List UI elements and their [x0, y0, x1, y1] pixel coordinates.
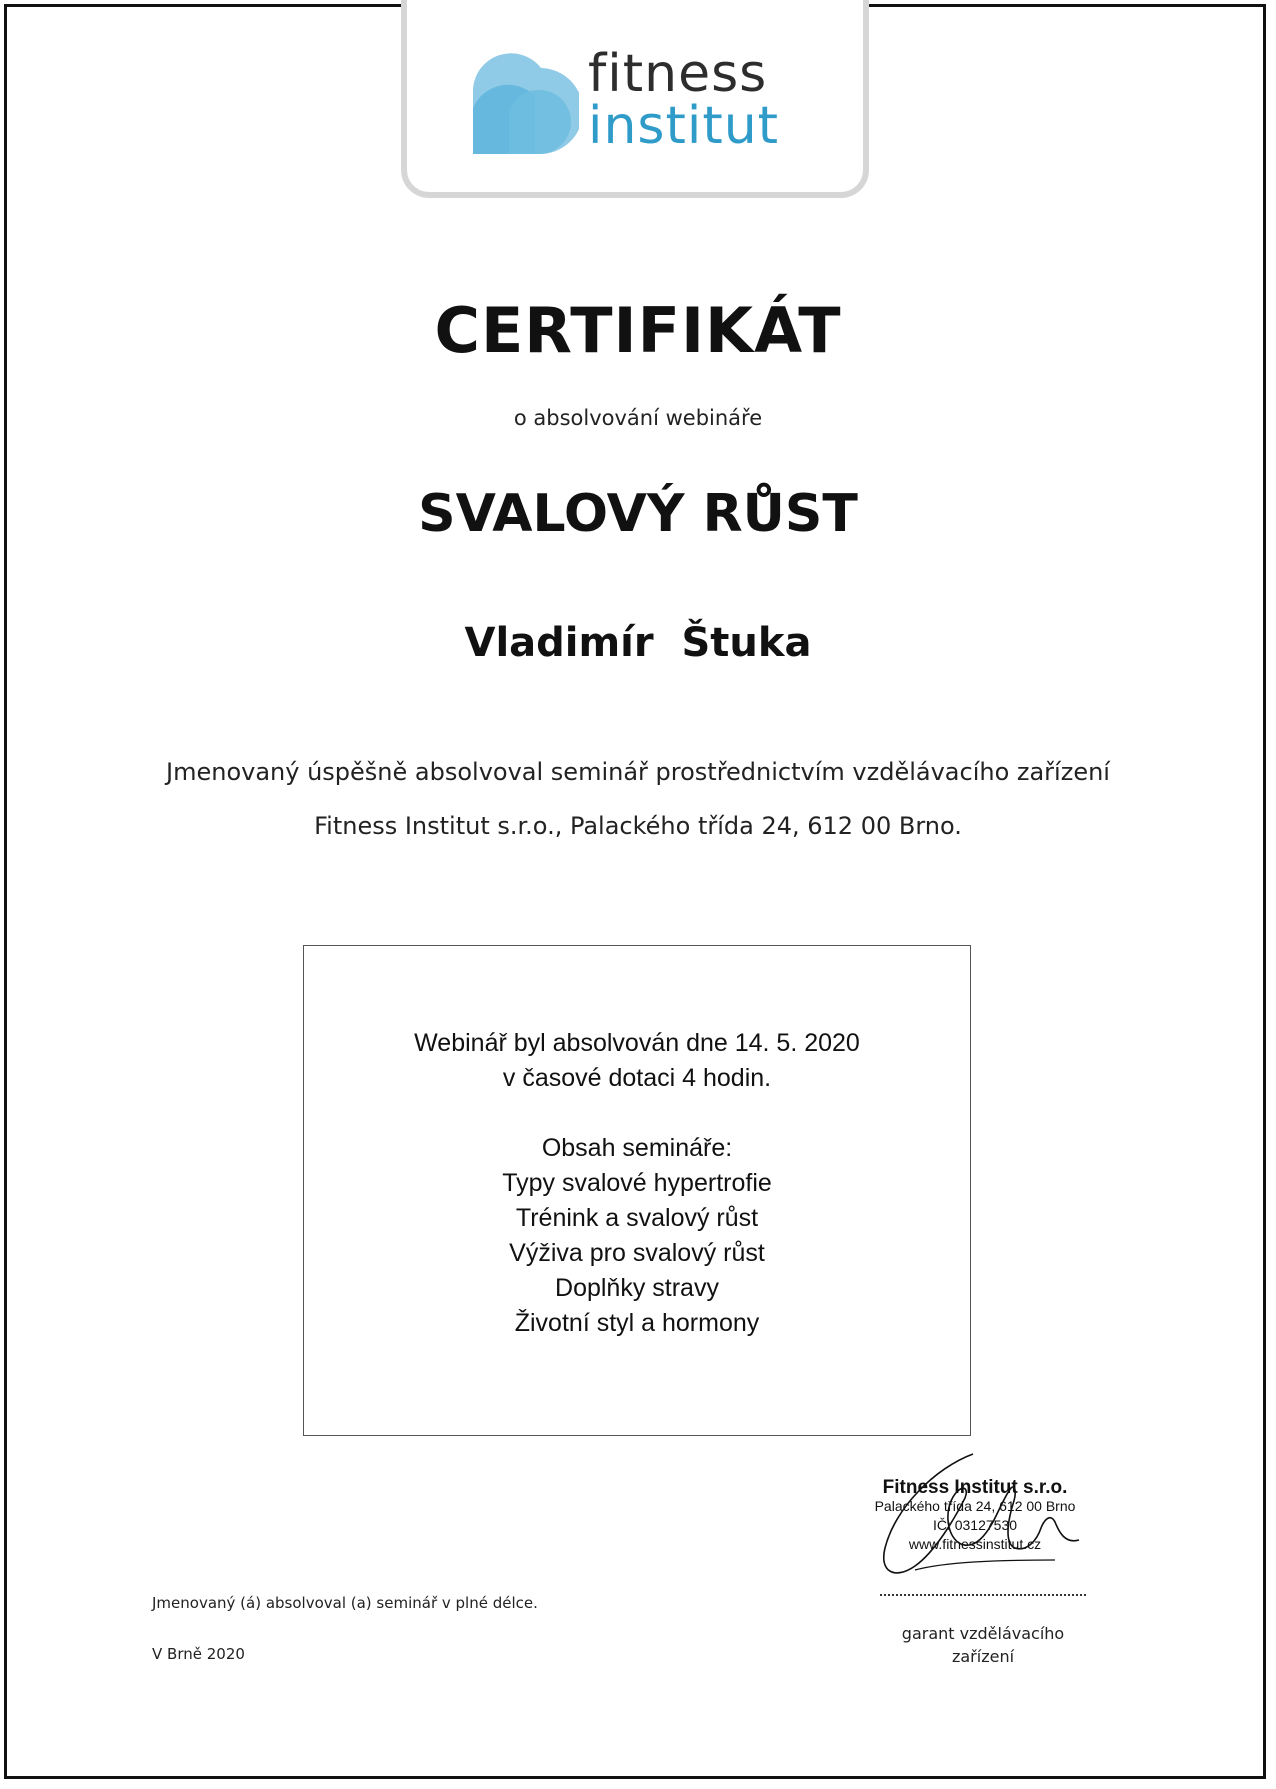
certificate-subtitle: o absolvování webináře [513, 406, 763, 430]
certificate-description [0, 745, 1276, 853]
stamp-company-name: Fitness Institut s.r.o. [882, 1477, 1068, 1498]
topic-item: Trénink a svalový růst [515, 1204, 759, 1232]
topic-item: Výživa pro svalový růst [509, 1239, 765, 1267]
logo-wordmark [588, 44, 780, 156]
guarantor-line-2: zařízení [951, 1647, 1015, 1666]
completion-note: Jmenovaný (á) absolvoval (a) seminář v plné délce. [152, 1594, 538, 1612]
guarantor-line-1: garant vzdělávacího [901, 1624, 1065, 1643]
description-line-2: Fitness Institut s.r.o., Palackého třída 24, 612 00 Brno. [314, 812, 962, 840]
stamp-address: Palackého třída 24, 612 00 Brno [874, 1498, 1076, 1514]
place-and-year: V Brně 2020 [152, 1645, 245, 1663]
fitness-institut-logo-icon [473, 50, 579, 154]
guarantor-label [880, 1622, 1086, 1668]
topic-item: Životní styl a hormony [514, 1309, 760, 1337]
signature-line [880, 1594, 1086, 1596]
certificate-title: CERTIFIKÁT [434, 294, 842, 367]
stamp-ic: IČ: 03127530 [932, 1517, 1018, 1533]
webinar-details-box [303, 945, 971, 1436]
content-heading: Obsah semináře: [541, 1134, 733, 1162]
topic-item: Typy svalové hypertrofie [502, 1169, 772, 1197]
completion-date: Webinář byl absolvován dne 14. 5. 2020 [414, 1029, 860, 1057]
logo-word-fitness: fitness [588, 44, 768, 104]
topic-item: Doplňky stravy [555, 1274, 719, 1302]
stamp-web: www.fitnessinstitut.cz [908, 1536, 1042, 1552]
signature-icon [855, 1448, 1095, 1588]
time-allocation: v časové dotaci 4 hodin. [502, 1064, 772, 1092]
webinar-details [304, 1026, 970, 1341]
logo-word-institut: institut [588, 96, 780, 156]
description-line-1: Jmenovaný úspěšně absolvoval seminář prostřednictvím vzdělávacího zařízení [166, 758, 1110, 786]
course-name: SVALOVÝ RŮST [418, 484, 858, 544]
participant-name: Vladimír Štuka [464, 620, 812, 666]
